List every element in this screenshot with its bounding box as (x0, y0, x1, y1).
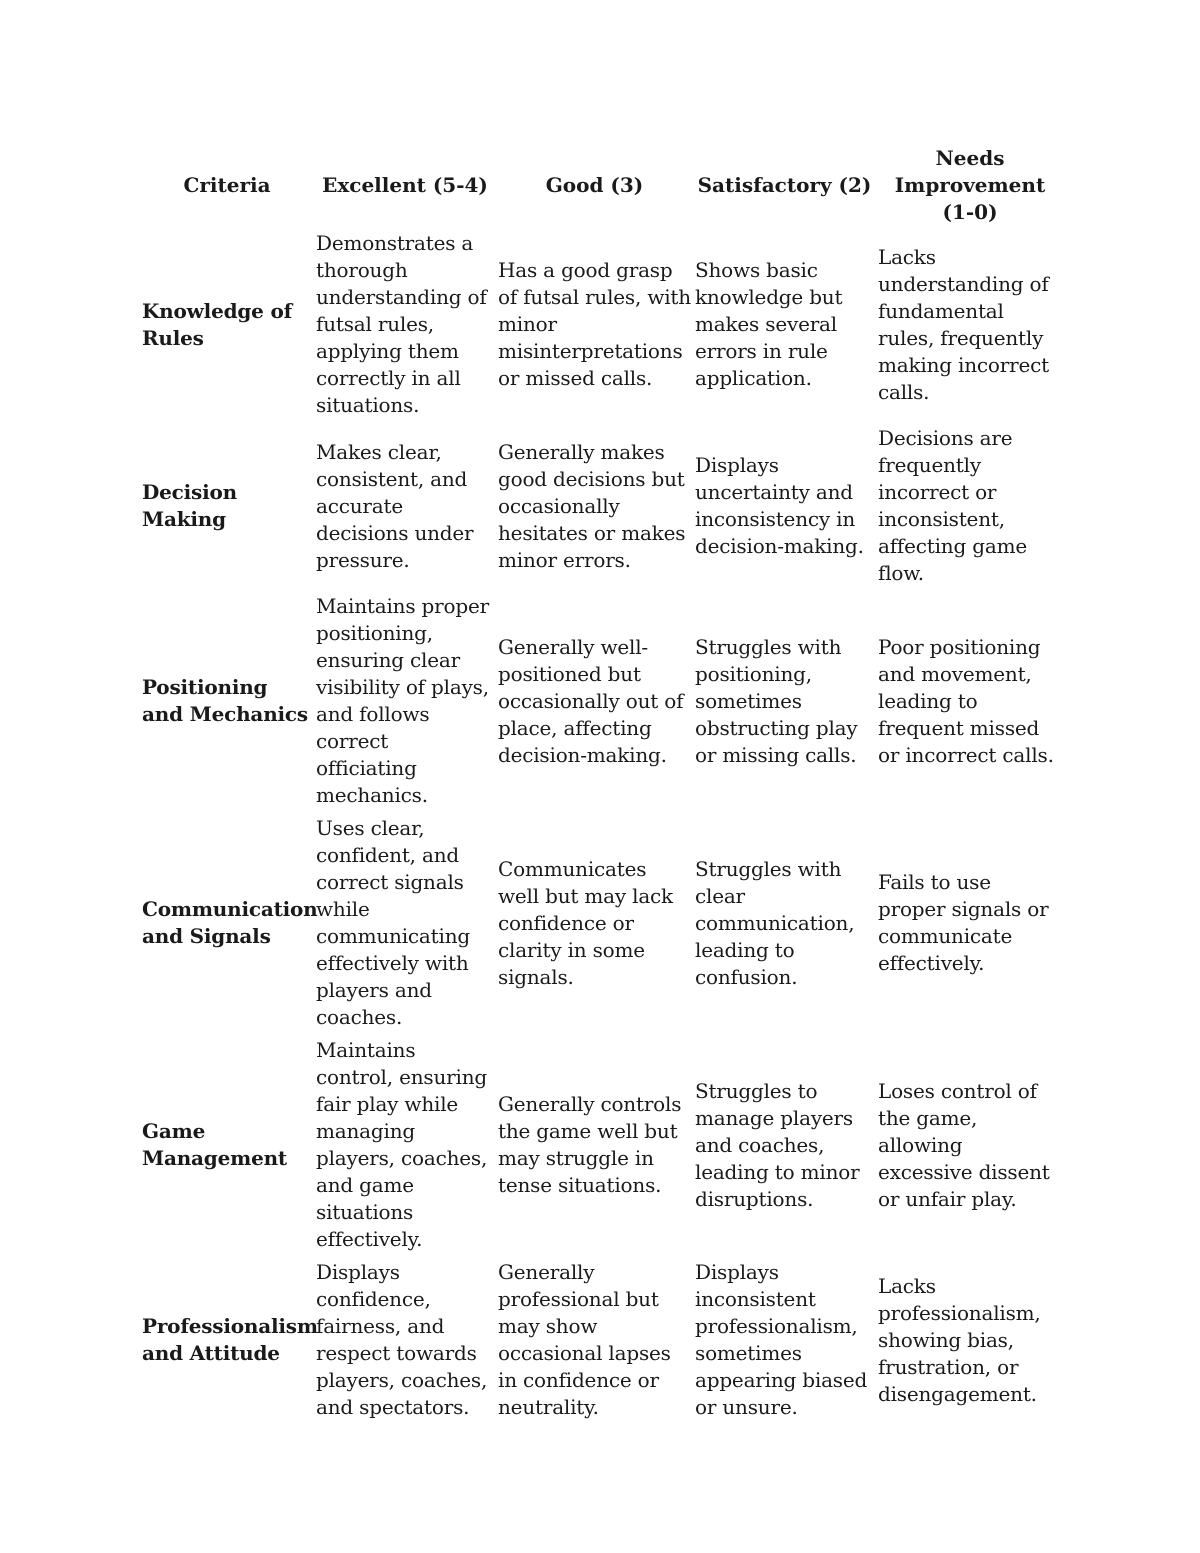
header-row (140, 143, 1064, 227)
criteria-cell: Professionalism and Attitude (142, 1314, 318, 1365)
header-needs-improvement: Needs Improvement (1-0) (894, 145, 1046, 224)
header-excellent: Excellent (5-4) (322, 172, 488, 197)
excellent-cell: Uses clear, confident, and correct signals while communicating effectively with players and coaches. (316, 816, 470, 1029)
good-cell: Generally controls the game well but may struggle in tense situations. (498, 1092, 682, 1197)
satisfactory-cell: Struggles with clear communication, leading to confusion. (695, 856, 855, 989)
good-cell: Generally well-positioned but occasionally out of place, affecting decision-making. (498, 634, 684, 767)
satisfactory-cell: Displays uncertainty and inconsistency in decision-making. (695, 453, 864, 558)
criteria-cell: Communication and Signals (142, 897, 318, 948)
satisfactory-cell: Displays inconsistent professionalism, sometimes appearing biased or unsure. (695, 1260, 868, 1419)
needs-improvement-cell: Loses control of the game, allowing excessive dissent or unfair play. (878, 1078, 1050, 1211)
needs-improvement-cell: Lacks understanding of fundamental rules, frequently making incorrect calls. (878, 244, 1049, 404)
excellent-cell: Maintains control, ensuring fair play while managing players, coaches, and game situations effectively. (316, 1038, 488, 1251)
header-criteria: Criteria (183, 172, 271, 197)
needs-improvement-cell: Lacks professionalism, showing bias, frustration, or disengagement. (878, 1273, 1041, 1406)
good-cell: Generally makes good decisions but occasionally hesitates or makes minor errors. (498, 439, 686, 572)
criteria-cell: Game Management (142, 1119, 287, 1170)
needs-improvement-cell: Fails to use proper signals or communicate effectively. (878, 870, 1049, 975)
criteria-cell: Positioning and Mechanics (142, 675, 308, 726)
table-row (140, 1034, 1064, 1256)
table-row (140, 812, 1064, 1034)
good-cell: Communicates well but may lack confidence or clarity in some signals. (498, 856, 673, 989)
satisfactory-cell: Struggles to manage players and coaches, leading to minor disruptions. (695, 1078, 860, 1211)
needs-improvement-cell: Decisions are frequently incorrect or inconsistent, affecting game flow. (878, 426, 1027, 585)
header-good: Good (3) (545, 172, 644, 197)
good-cell: Generally professional but may show occasional lapses in confidence or neutrality. (498, 1260, 671, 1419)
table-row (140, 422, 1064, 590)
table-row (140, 1256, 1064, 1424)
table-row (140, 590, 1064, 812)
excellent-cell: Maintains proper positioning, ensuring clear visibility of plays, and follows correct officiating mechanics. (316, 594, 489, 807)
excellent-cell: Displays confidence, fairness, and respect towards players, coaches, and spectators. (316, 1260, 488, 1419)
criteria-cell: Knowledge of Rules (142, 298, 293, 350)
needs-improvement-cell: Poor positioning and movement, leading to frequent missed or incorrect calls. (878, 634, 1054, 767)
excellent-cell: Makes clear, consistent, and accurate decisions under pressure. (316, 439, 474, 572)
satisfactory-cell: Shows basic knowledge but makes several errors in rule application. (695, 258, 843, 390)
excellent-cell: Demonstrates a thorough understanding of futsal rules, applying them correctly in all situations. (316, 231, 487, 417)
satisfactory-cell: Struggles with positioning, sometimes obstructing play or missing calls. (695, 634, 858, 767)
good-cell: Has a good grasp of futsal rules, with minor misinterpretations or missed calls. (498, 258, 691, 390)
header-satisfactory: Satisfactory (2) (697, 172, 872, 197)
criteria-cell: Decision Making (142, 480, 237, 531)
table-row (140, 227, 1064, 422)
rubric-table (140, 143, 1064, 1424)
